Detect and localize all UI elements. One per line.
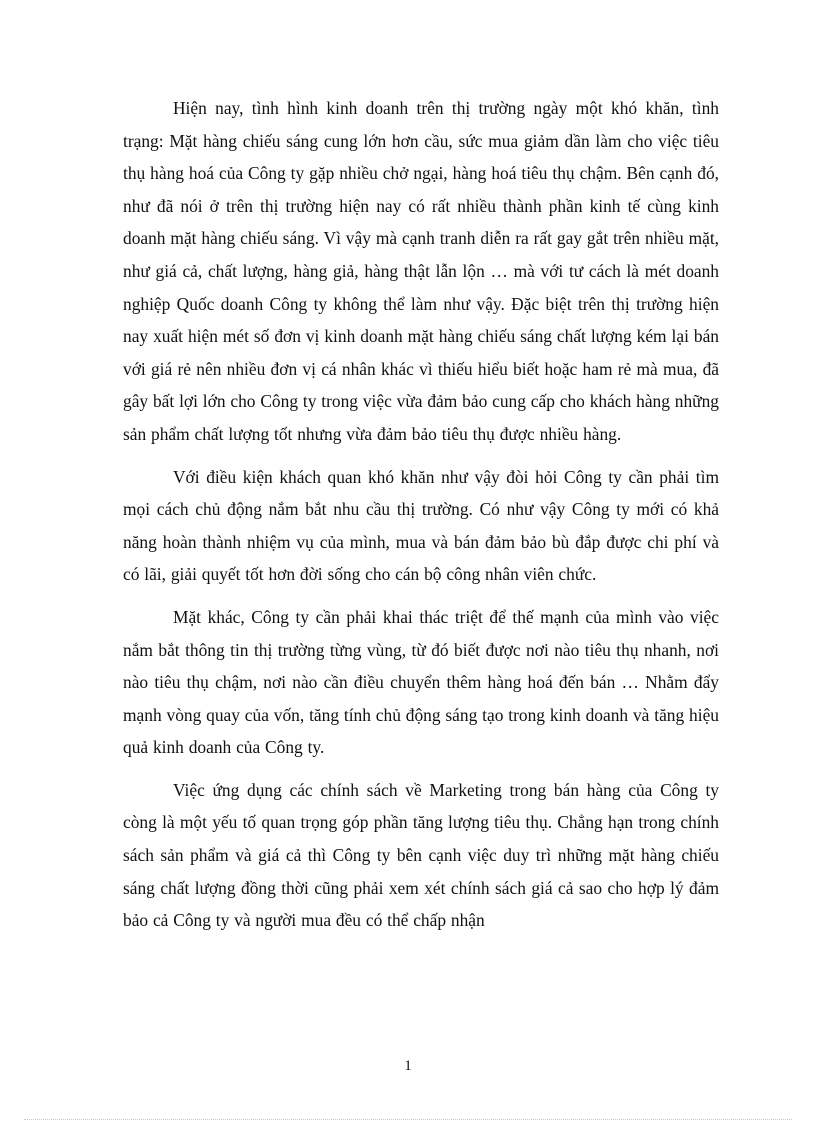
page-bottom-edge [24, 1119, 792, 1120]
paragraph-4: Việc ứng dụng các chính sách về Marketing trong bán hàng của Công ty còng là một yếu tố quan trọng góp phần tăng lượng tiêu thụ. Chẳng hạn trong chính sách sản phẩm và giá cả thì Công ty bên cạnh việc duy trì những mặt hàng chiếu sáng chất lượng đồng thời cũng phải xem xét chính sách giá cả sao cho hợp lý đảm bảo cả Công ty và người mua đều có thể chấp nhận [123, 779, 719, 931]
body-text [123, 92, 719, 947]
paragraph-2: Với điều kiện khách quan khó khăn như vậy đòi hỏi Công ty cần phải tìm mọi cách chủ động nắm bắt nhu cầu thị trường. Có như vậy Công ty mới có khả năng hoàn thành nhiệm vụ của mình, mua và bán đảm bảo bù đắp được chi phí và có lãi, giải quyết tốt hơn đời sống cho cán bộ công nhân viên chức. [123, 466, 719, 585]
page-number: 1 [404, 1058, 412, 1074]
paragraph-1: Hiện nay, tình hình kinh doanh trên thị trường ngày một khó khăn, tình trạng: Mặt hàng chiếu sáng cung lớn hơn cầu, sức mua giảm dần làm cho việc tiêu thụ hàng hoá của Công ty gặp nhiều chở ngại, hàng hoá tiêu thụ chậm. Bên cạnh đó, như đã nói ở trên thị trường hiện nay có rất nhiều thành phần kinh tế cùng kinh doanh mặt hàng chiếu sáng. Vì vậy mà cạnh tranh diễn ra rất gay gắt trên nhiều mặt, như giá cả, chất lượng, hàng giả, hàng thật lẫn lộn … mà với tư cách là mét doanh nghiệp Quốc doanh Công ty không thể làm như vậy. Đặc biệt trên thị trường hiện nay xuất hiện mét số đơn vị kinh doanh mặt hàng chiếu sáng chất lượng kém lại bán với giá rẻ nên nhiều đơn vị cá nhân khác vì thiếu hiểu biết hoặc ham rẻ mà mua, đã gây bất lợi lớn cho Công ty trong việc vừa đảm bảo cung cấp cho khách hàng những sản phẩm chất lượng tốt nhưng vừa đảm bảo tiêu thụ được nhiều hàng. [123, 98, 719, 444]
paragraph-3: Mặt khác, Công ty cần phải khai thác triệt để thế mạnh của mình vào việc nắm bắt thông tin thị trường từng vùng, từ đó biết được nơi nào tiêu thụ nhanh, nơi nào tiêu thụ chậm, nơi nào cần điều chuyển thêm hàng hoá đến bán … Nhằm đẩy mạnh vòng quay của vốn, tăng tính chủ động sáng tạo trong kinh doanh và tăng hiệu quả kinh doanh của Công ty. [123, 606, 719, 758]
